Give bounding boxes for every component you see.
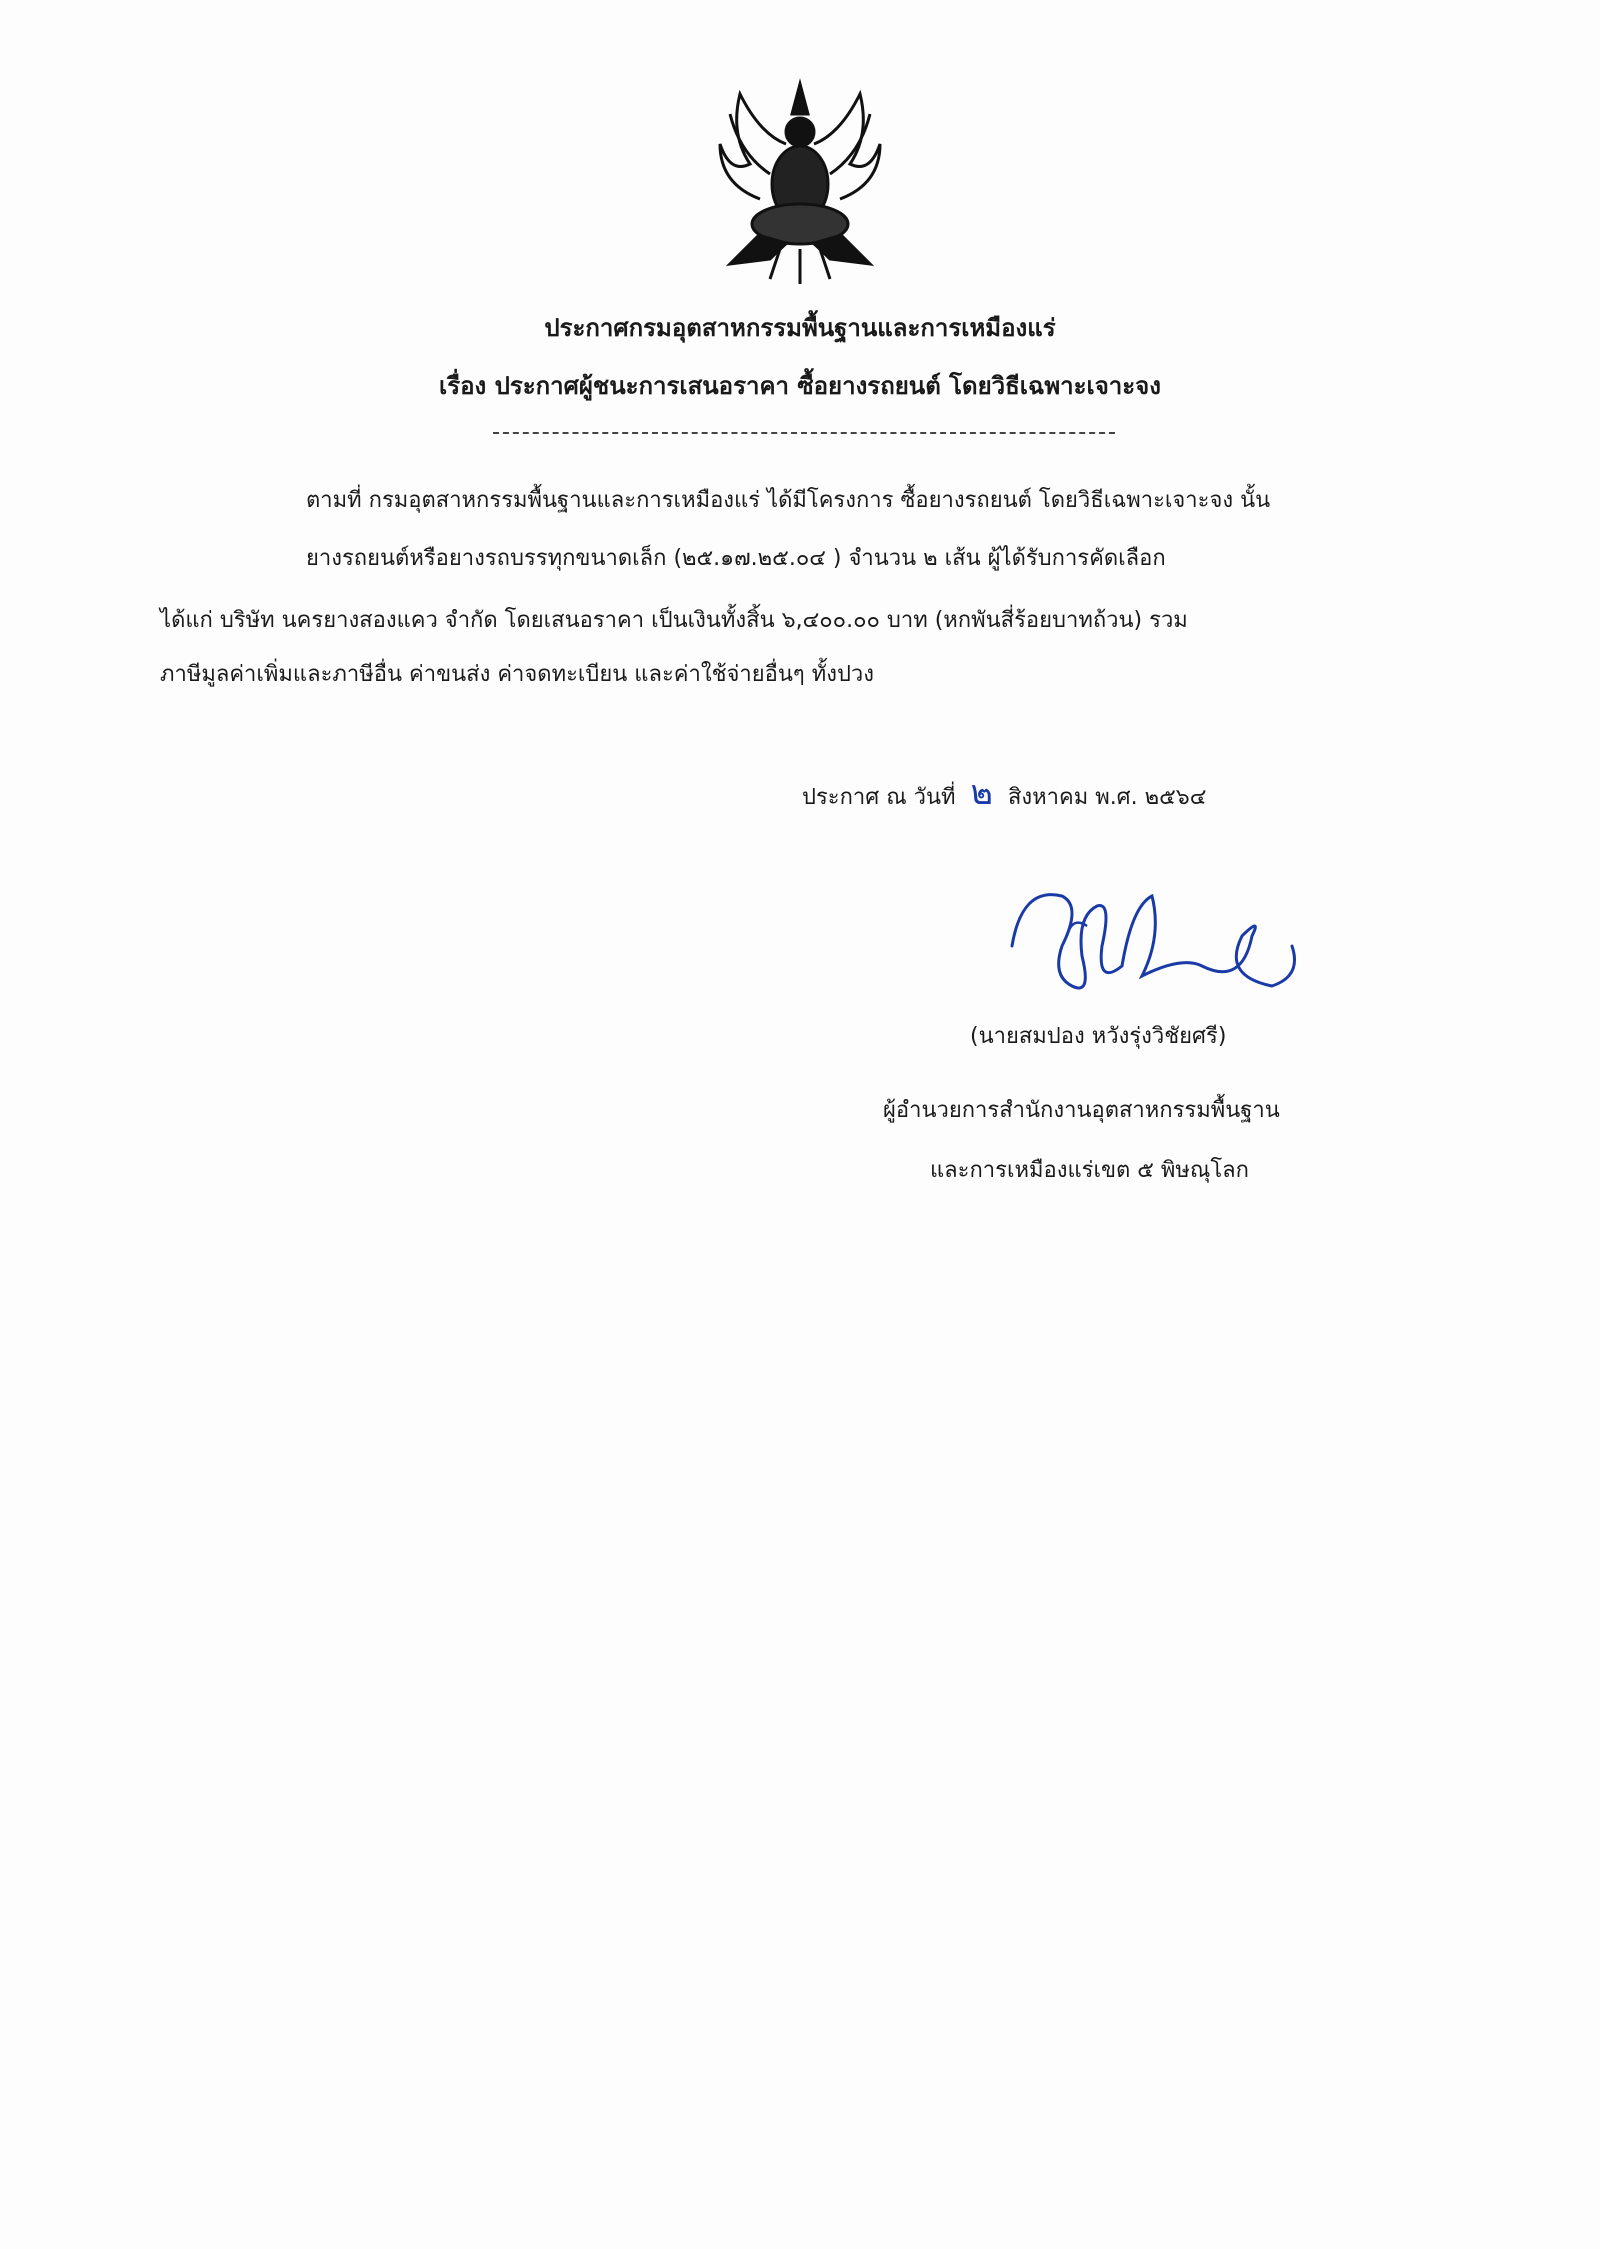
document-subject: เรื่อง ประกาศผู้ชนะการเสนอราคา ซื้อยางรถยนต์ โดยวิธีเฉพาะเจาะจง (439, 372, 1161, 400)
body-line: ตามที่ กรมอุตสาหกรรมพื้นฐานและการเหมืองแร่ ได้มีโครงการ ซื้อยางรถยนต์ โดยวิธีเฉพาะเจาะจง นั้น (306, 488, 1271, 513)
signatory-position: ผู้อำนวยการสำนักงานอุตสาหกรรมพื้นฐาน (883, 1098, 1280, 1123)
announcement-date (802, 773, 1207, 813)
body-line: ภาษีมูลค่าเพิ่มและภาษีอื่น ค่าขนส่ง ค่าจดทะเบียน และค่าใช้จ่ายอื่นๆ ทั้งปวง (160, 662, 875, 687)
body-line: ได้แก่ บริษัท นครยางสองแคว จำกัด โดยเสนอราคา เป็นเงินทั้งสิ้น ๖,๔๐๐.๐๐ บาท (หกพันสี่ร้อยบาทถ้วน) รวม (160, 608, 1188, 633)
title-divider (493, 432, 1115, 434)
date-day-handwritten: ๒ (970, 773, 993, 813)
signature-icon (1002, 876, 1308, 1018)
garuda-emblem-icon (700, 74, 900, 289)
date-prefix: ประกาศ ณ วันที่ (802, 785, 956, 810)
document-title: ประกาศกรมอุตสาหกรรมพื้นฐานและการเหมืองแร่ (544, 314, 1056, 342)
date-month-year: สิงหาคม พ.ศ. ๒๕๖๔ (1007, 785, 1207, 810)
body-line: ยางรถยนต์หรือยางรถบรรทุกขนาดเล็ก (๒๕.๑๗.๒๕.๐๔ ) จำนวน ๒ เส้น ผู้ได้รับการคัดเลือก (306, 546, 1166, 571)
signatory-name: (นายสมปอง หวังรุ่งวิชัยศรี) (970, 1024, 1227, 1049)
signatory-position: และการเหมืองแร่เขต ๕ พิษณุโลก (930, 1158, 1249, 1183)
